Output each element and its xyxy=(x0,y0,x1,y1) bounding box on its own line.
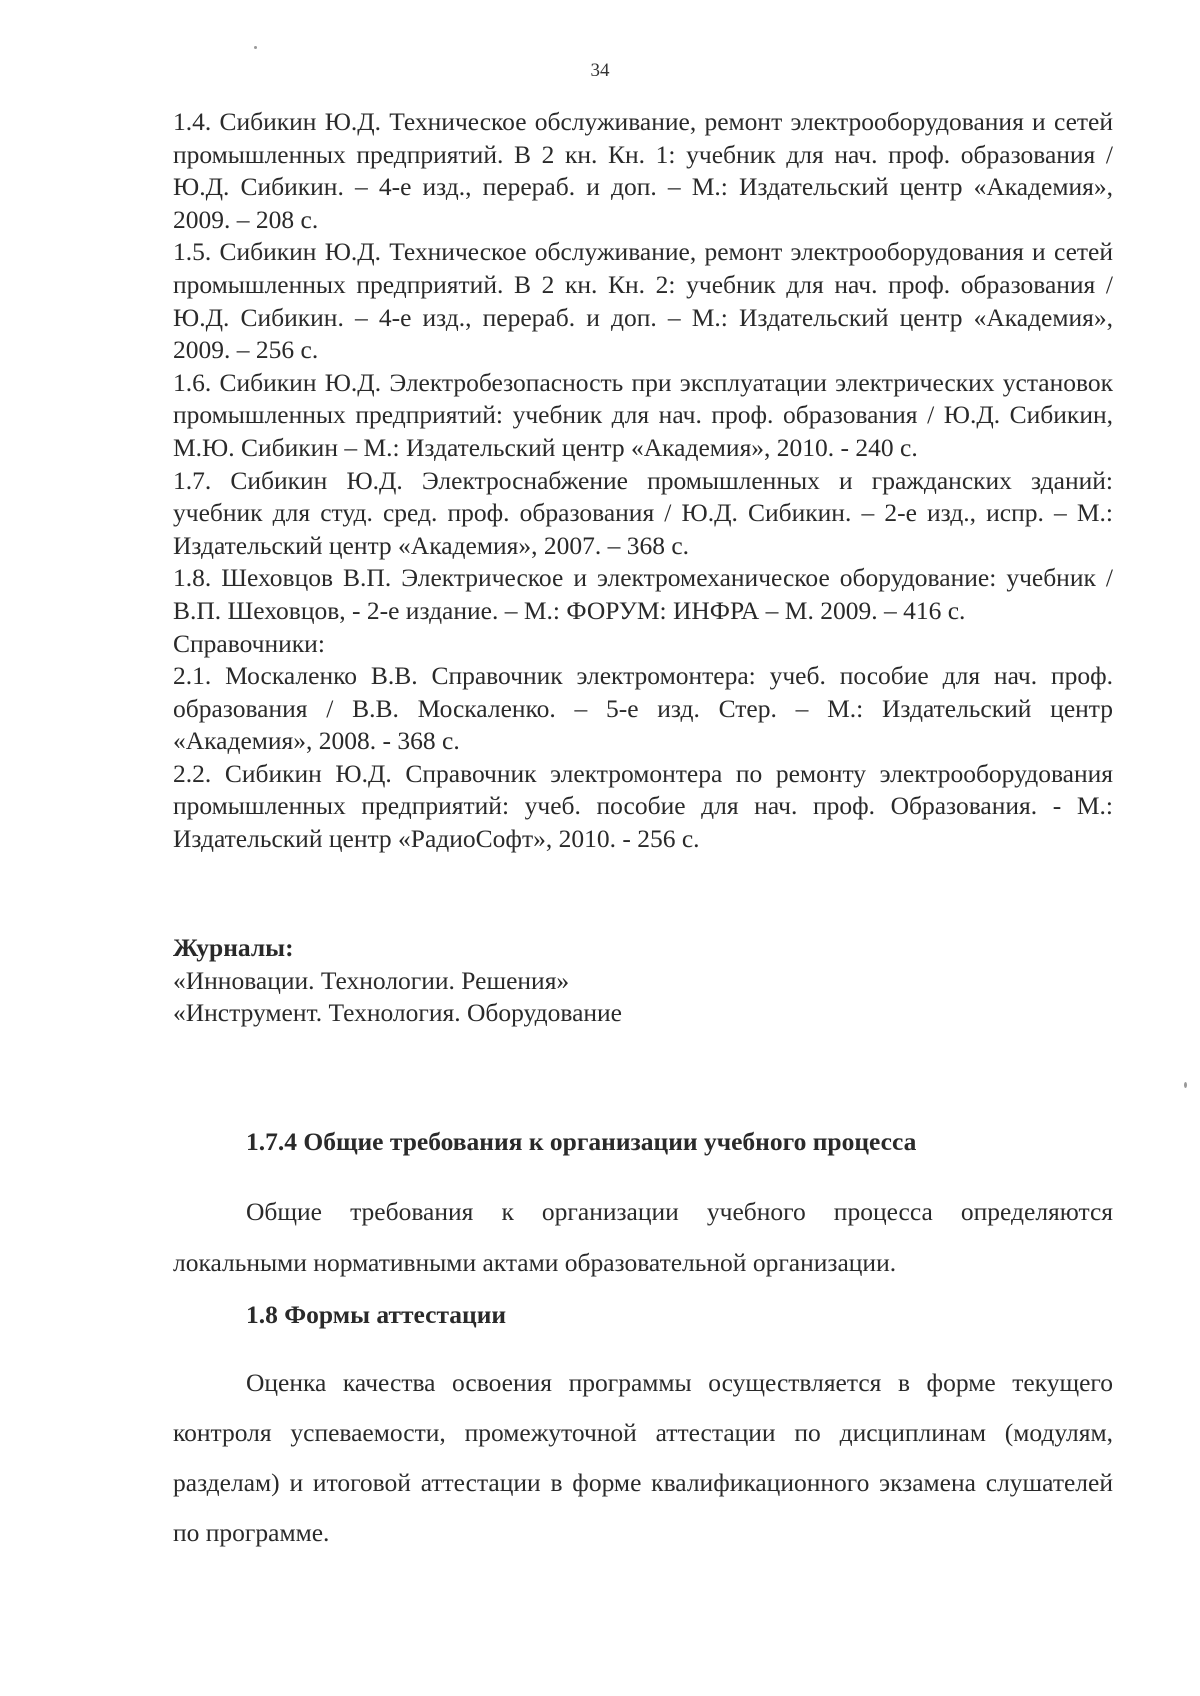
handbook-item: 2.2. Сибикин Ю.Д. Справочник электромонтера по ремонту электрооборудования промышленных предприятий: учеб. пособие для нач. проф. Образования. - М.: Издательский центр «РадиоСофт», 2010. - 256 с. xyxy=(173,758,1113,854)
journal-item: «Инструмент. Технология. Оборудование xyxy=(173,998,623,1028)
scan-speck xyxy=(1184,1082,1187,1088)
section-heading-174: 1.7.4 Общие требования к организации учебного процесса xyxy=(246,1127,917,1156)
journal-item: «Инновации. Технологии. Решения» xyxy=(173,965,570,995)
reference-item: 1.5. Сибикин Ю.Д. Техническое обслуживание, ремонт электрооборудования и сетей промышленных предприятий. В 2 кн. Кн. 2: учебник для нач. проф. образования / Ю.Д. Сибикин. – 4-е изд., перераб. и доп. – М.: Издательский центр «Академия», 2009. – 256 с. xyxy=(173,237,1113,365)
journals-label: Журналы: xyxy=(173,933,294,962)
page-number: 34 xyxy=(590,60,610,81)
reference-item: 1.6. Сибикин Ю.Д. Электробезопасность при эксплуатации электрических установок промышленных предприятий: учебник для нач. проф. образования / Ю.Д. Сибикин, М.Ю. Сибикин – М.: Издательский центр «Академия», 2010. - 240 с. xyxy=(173,367,1113,462)
handbooks-label: Справочники: xyxy=(173,628,325,658)
section-heading-18: 1.8 Формы аттестации xyxy=(246,1300,507,1329)
reference-item: 1.8. Шеховцов В.П. Электрическое и электромеханическое оборудование: учебник / В.П. Шеховцов, - 2-е издание. – М.: ФОРУМ: ИНФРА – М. 2009. – 416 с. xyxy=(173,563,1113,625)
reference-item: 1.7. Сибикин Ю.Д. Электроснабжение промышленных и гражданских зданий: учебник для студ. сред. проф. образования / Ю.Д. Сибикин. – 2-е изд., испр. – М.: Издательский центр «Академия», 2007. – 368 с. xyxy=(173,465,1113,560)
section-body-18 xyxy=(173,1358,1113,1558)
handbook-item: 2.1. Москаленко В.В. Справочник электромонтера: учеб. пособие для нач. проф. образования / В.В. Москаленко. – 5-е изд. Стер. – М.: Издательский центр «Академия», 2008. - 368 с. xyxy=(173,661,1113,756)
reference-list xyxy=(173,106,1113,856)
paragraph: Оценка качества освоения программы осуществляется в форме текущего контроля успеваемости, промежуточной аттестации по дисциплинам (модулям, разделам) и итоговой аттестации в форме квалификационного экзамена слушателей по программе. xyxy=(173,1368,1113,1547)
reference-item: 1.4. Сибикин Ю.Д. Техническое обслуживание, ремонт электрооборудования и сетей промышленных предприятий. В 2 кн. Кн. 1: учебник для нач. проф. образования / Ю.Д. Сибикин. – 4-е изд., перераб. и доп. – М.: Издательский центр «Академия», 2009. – 208 с. xyxy=(173,107,1113,234)
paragraph: Общие требования к организации учебного процесса определяются локальными нормативными актами образовательной организации. xyxy=(173,1197,1113,1277)
section-body-174 xyxy=(173,1186,1113,1288)
journals-block xyxy=(173,932,1113,1030)
scan-speck xyxy=(254,46,257,49)
